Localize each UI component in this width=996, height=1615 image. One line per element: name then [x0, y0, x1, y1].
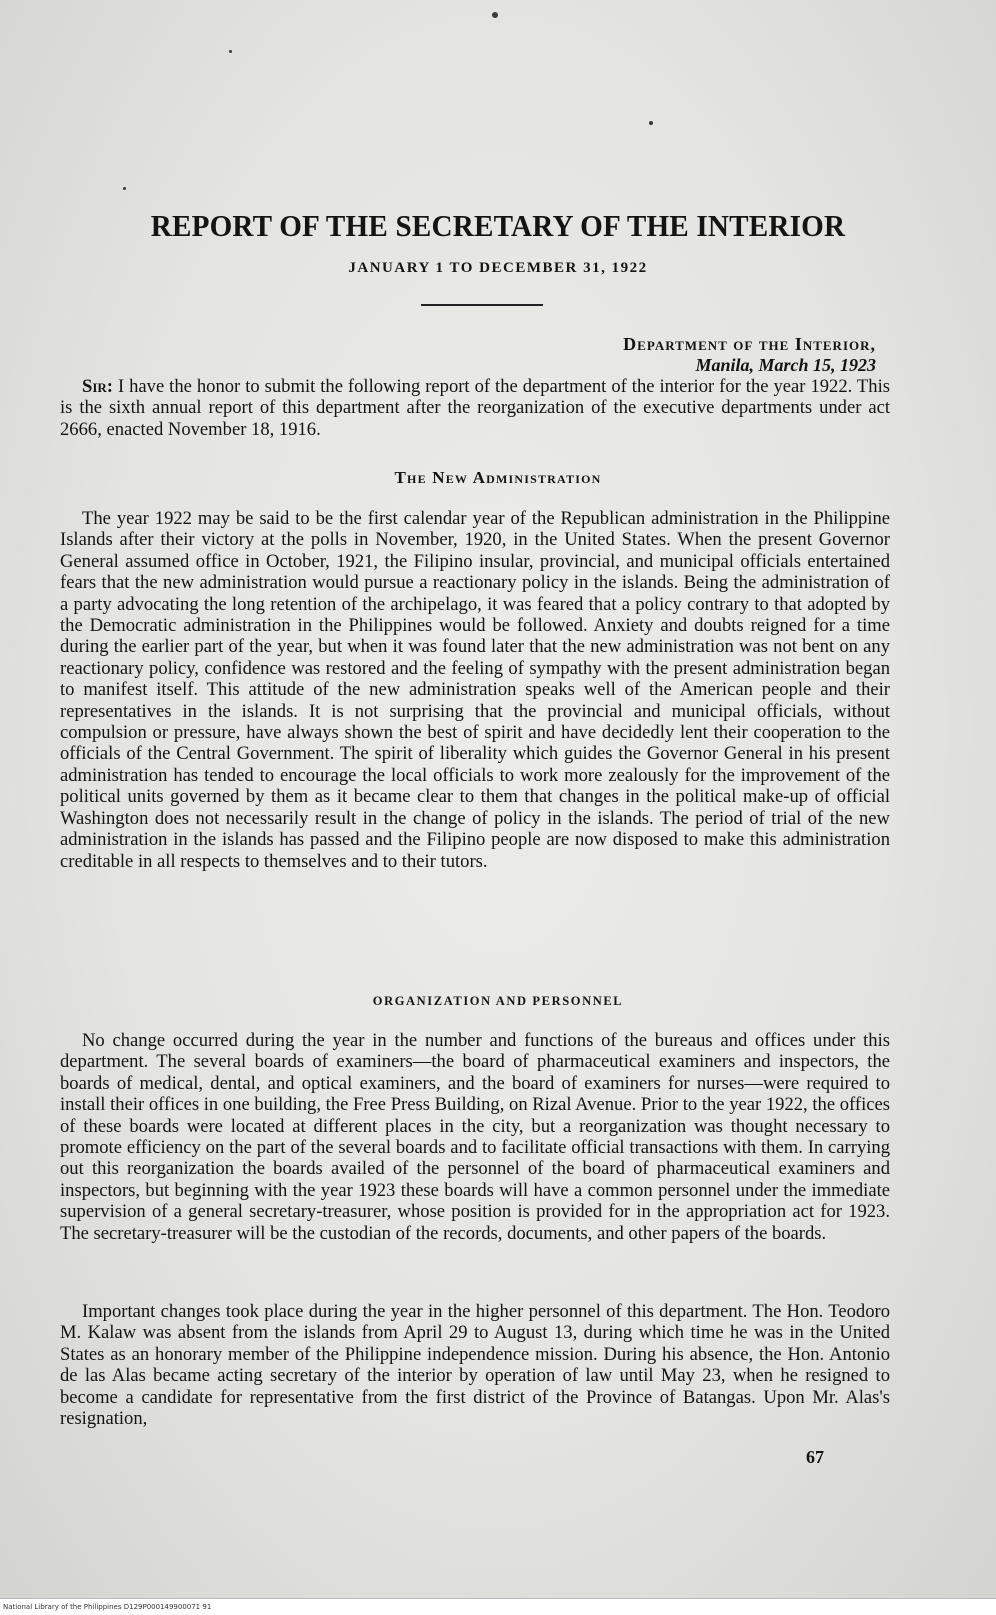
report-title: REPORT OF THE SECRETARY OF THE INTERIOR: [150, 208, 846, 243]
salutation: Sir:: [82, 376, 113, 397]
ink-speck: [649, 121, 653, 125]
section-heading-new-administration: The New Administration: [394, 468, 602, 487]
opening-text: I have the honor to submit the following report of the department of the interior for the year 1922. This is the sixth annual report of this department after the reorganization of the executive departments under act 2666, enacted November 18, 1916.: [60, 376, 890, 440]
department-name: Department of the Interior,: [623, 334, 876, 354]
place-date: Manila, March 15, 1923: [695, 355, 876, 375]
body-paragraph-new-administration: The year 1922 may be said to be the first calendar year of the Republican administration in the Philippine Islands after their victory at the polls in November, 1920, in the United States. When the present Governor General assumed office in October, 1921, the Filipino insular, provincial, and municipal officials entertained fears that the new administration would pursue a reactionary policy in the islands. Being the administration of a party advocating the long retention of the archipelago, it was feared that a policy contrary to that adopted by the Democratic administration in the Philippines would be followed. Anxiety and doubts reigned for a time during the earlier part of the year, but when it was found later that the new administration was not bent on any reactionary policy, confidence was restored and the feeling of sympathy with the present administration began to manifest itself. This attitude of the new administration speaks well of the American people and their representatives in the islands. It is not surprising that the provincial and municipal officials, without compulsion or pressure, have always shown the best of spirit and have decidedly lent their cooperation to the officials of the Central Government. The spirit of liberality which guides the Governor General in his present administration has tended to encourage the local officials to work more zealously for the improvement of the political units governed by them as it became clear to them that changes in the political make-up of official Washington does not necessarily result in the change of policy in the islands. The period of trial of the new administration in the islands has passed and the Filipino people are now disposed to make this administration creditable in all respects to themselves and to their tutors.: [60, 508, 890, 872]
body-paragraph-organization: No change occurred during the year in the number and functions of the bureaus and offices under this department. The several boards of examiners—the board of pharmaceutical examiners and inspectors, the boards of medical, dental, and optical examiners, and the board of examiners for nurses—were required to install their offices in one building, the Free Press Building, on Rizal Avenue. Prior to the year 1922, the offices of these boards were located at different places in the city, but a reorganization was thought necessary to promote efficiency on the part of the several boards and to facilitate official transactions with them. In carrying out this reorganization the boards availed of the personnel of the board of pharmaceutical examiners and inspectors, but beginning with the year 1923 these boards will have a common personnel under the immediate supervision of a general secretary-treasurer, whose position is provided for in the appropriation act for 1923. The secretary-treasurer will be the custodian of the records, documents, and other papers of the boards.: [60, 1030, 890, 1244]
ink-speck: [229, 50, 232, 53]
opening-paragraph: [60, 376, 890, 440]
title-divider: [421, 304, 543, 306]
page-number: 67: [806, 1447, 824, 1467]
report-date-range: JANUARY 1 TO DECEMBER 31, 1922: [348, 260, 648, 276]
section-heading-organization: ORGANIZATION AND PERSONNEL: [372, 994, 624, 1008]
body-paragraph-personnel: Important changes took place during the year in the higher personnel of this department. The Hon. Teodoro M. Kalaw was absent from the islands from April 29 to August 13, during which time he was in the United States as an honorary member of the Philippine independence mission. During his absence, the Hon. Antonio de las Alas became acting secretary of the interior by operation of law until May 23, when he resigned to become a candidate for representative from the first district of the Province of Batangas. Upon Mr. Alas's resignation,: [60, 1301, 890, 1430]
ink-speck: [123, 187, 126, 190]
scan-footer-text: National Library of the Philippines D129P000149900071 91: [3, 1603, 212, 1611]
ink-speck: [492, 12, 498, 18]
